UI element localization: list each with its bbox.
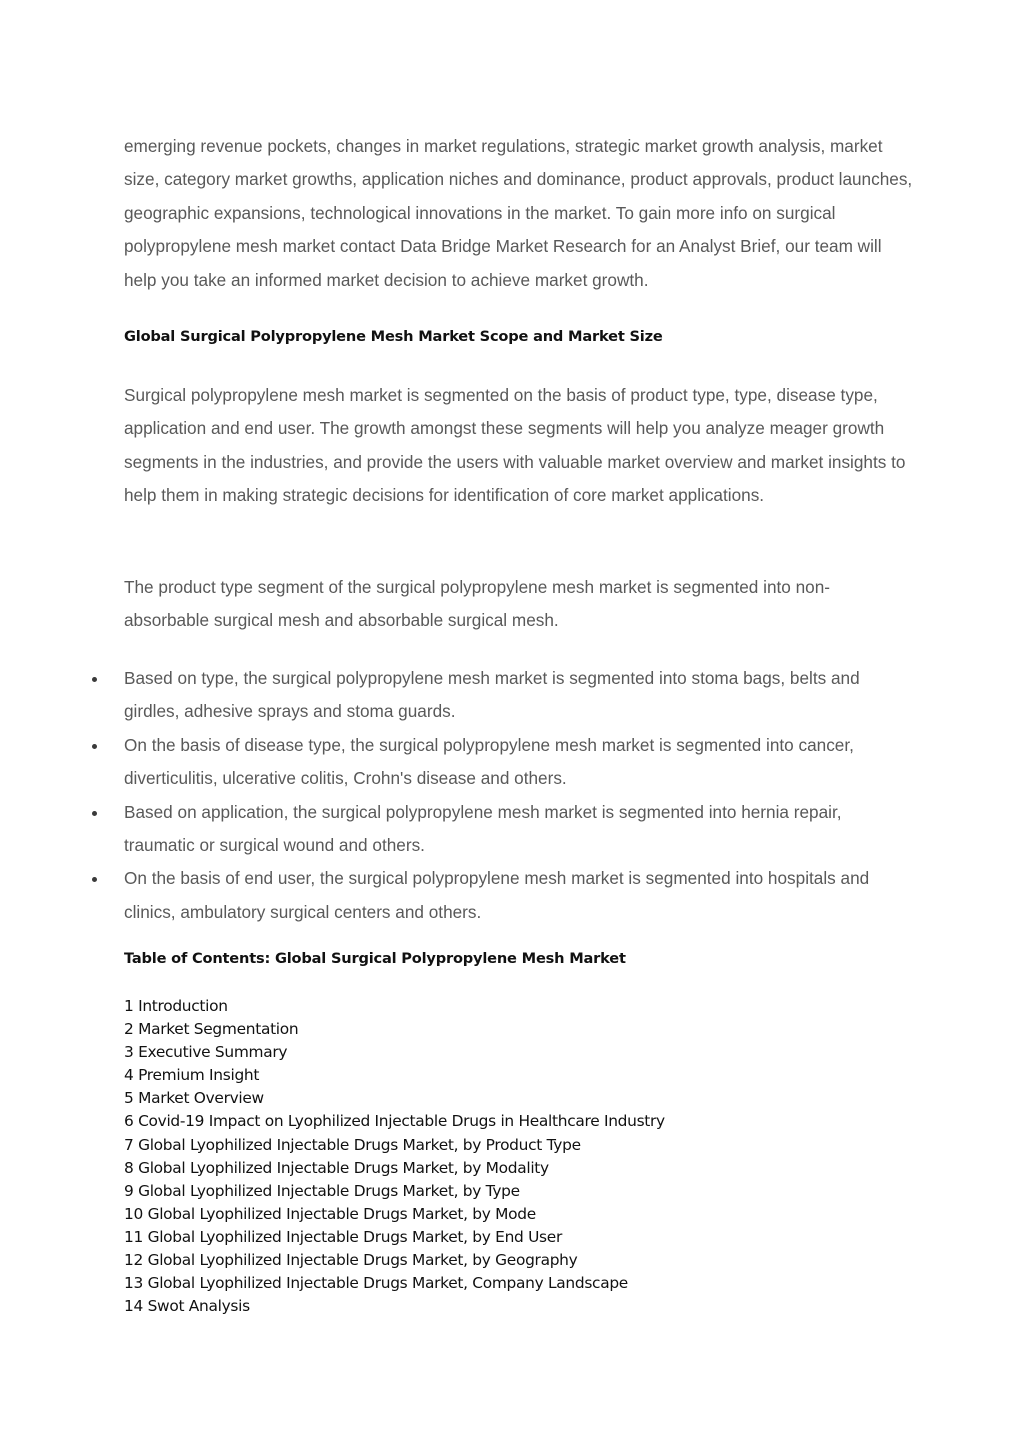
intro-paragraph: emerging revenue pockets, changes in market regulations, strategic market growth analysis, market size, category market growths, application niches and dominance, product approvals, product launches, geographic expansions, technological innovations in the market. To gain more info on surgical polypropylene mesh market contact Data Bridge Market Research for an Analyst Brief, our team will help you take an informed market decision to achieve market growth. [124,136,913,290]
toc-item: 4 Premium Insight [124,1066,260,1085]
bullet-text: Based on type, the surgical polypropylene mesh market is segmented into stoma bags, belts and girdles, adhesive sprays and stoma guards. [124,668,860,722]
product-type-paragraph: The product type segment of the surgical polypropylene mesh market is segmented into non-absorbable surgical mesh and absorbable surgical mesh. [124,577,831,631]
toc-item: 13 Global Lyophilized Injectable Drugs Market, Company Landscape [124,1274,628,1293]
toc-item: 14 Swot Analysis [124,1297,250,1316]
toc-item: 7 Global Lyophilized Injectable Drugs Market, by Product Type [124,1135,581,1154]
bullet-item-type [0,662,914,729]
segment-bullet-list [0,662,1023,929]
toc-item: 1 Introduction [124,997,228,1015]
toc-item: 9 Global Lyophilized Injectable Drugs Market, by Type [124,1181,520,1200]
toc-item: 12 Global Lyophilized Injectable Drugs Market, by Geography [124,1251,578,1270]
bullet-text: Based on application, the surgical polypropylene mesh market is segmented into hernia repair, traumatic or surgical wound and others. [124,801,842,856]
bullet-text: On the basis of end user, the surgical polypropylene mesh market is segmented into hospitals and clinics, ambulatory surgical centers and others. [124,868,870,922]
table-of-contents [124,995,665,1318]
toc-item: 3 Executive Summary [124,1043,288,1062]
toc-item: 8 Global Lyophilized Injectable Drugs Market, by Modality [124,1158,549,1177]
bullet-item-disease-type [0,729,914,796]
bullet-text: On the basis of disease type, the surgical polypropylene mesh market is segmented into cancer, diverticulitis, ulcerative colitis, Crohn's disease and others. [124,734,854,789]
bullet-dot-icon [92,877,97,882]
bullet-dot-icon [92,811,97,816]
toc-item: 5 Market Overview [124,1089,264,1108]
bullet-item-end-user [0,862,914,929]
bullet-dot-icon [92,744,97,749]
bullet-dot-icon [92,677,97,682]
scope-heading: Global Surgical Polypropylene Mesh Market Scope and Market Size [124,328,663,345]
toc-item: 10 Global Lyophilized Injectable Drugs Market, by Mode [124,1204,536,1223]
segmentation-paragraph: Surgical polypropylene mesh market is segmented on the basis of product type, type, disease type, application and end user. The growth amongst these segments will help you analyze meager growth segments in the industries, and provide the users with valuable market overview and market insights to help them in making strategic decisions for identification of core market applications. [124,385,906,506]
toc-item: 6 Covid-19 Impact on Lyophilized Injectable Drugs in Healthcare Industry [124,1112,665,1131]
toc-item: 2 Market Segmentation [124,1020,299,1039]
toc-item: 11 Global Lyophilized Injectable Drugs Market, by End User [124,1227,562,1246]
toc-heading: Table of Contents: Global Surgical Polypropylene Mesh Market [124,950,626,967]
bullet-item-application [0,796,914,863]
